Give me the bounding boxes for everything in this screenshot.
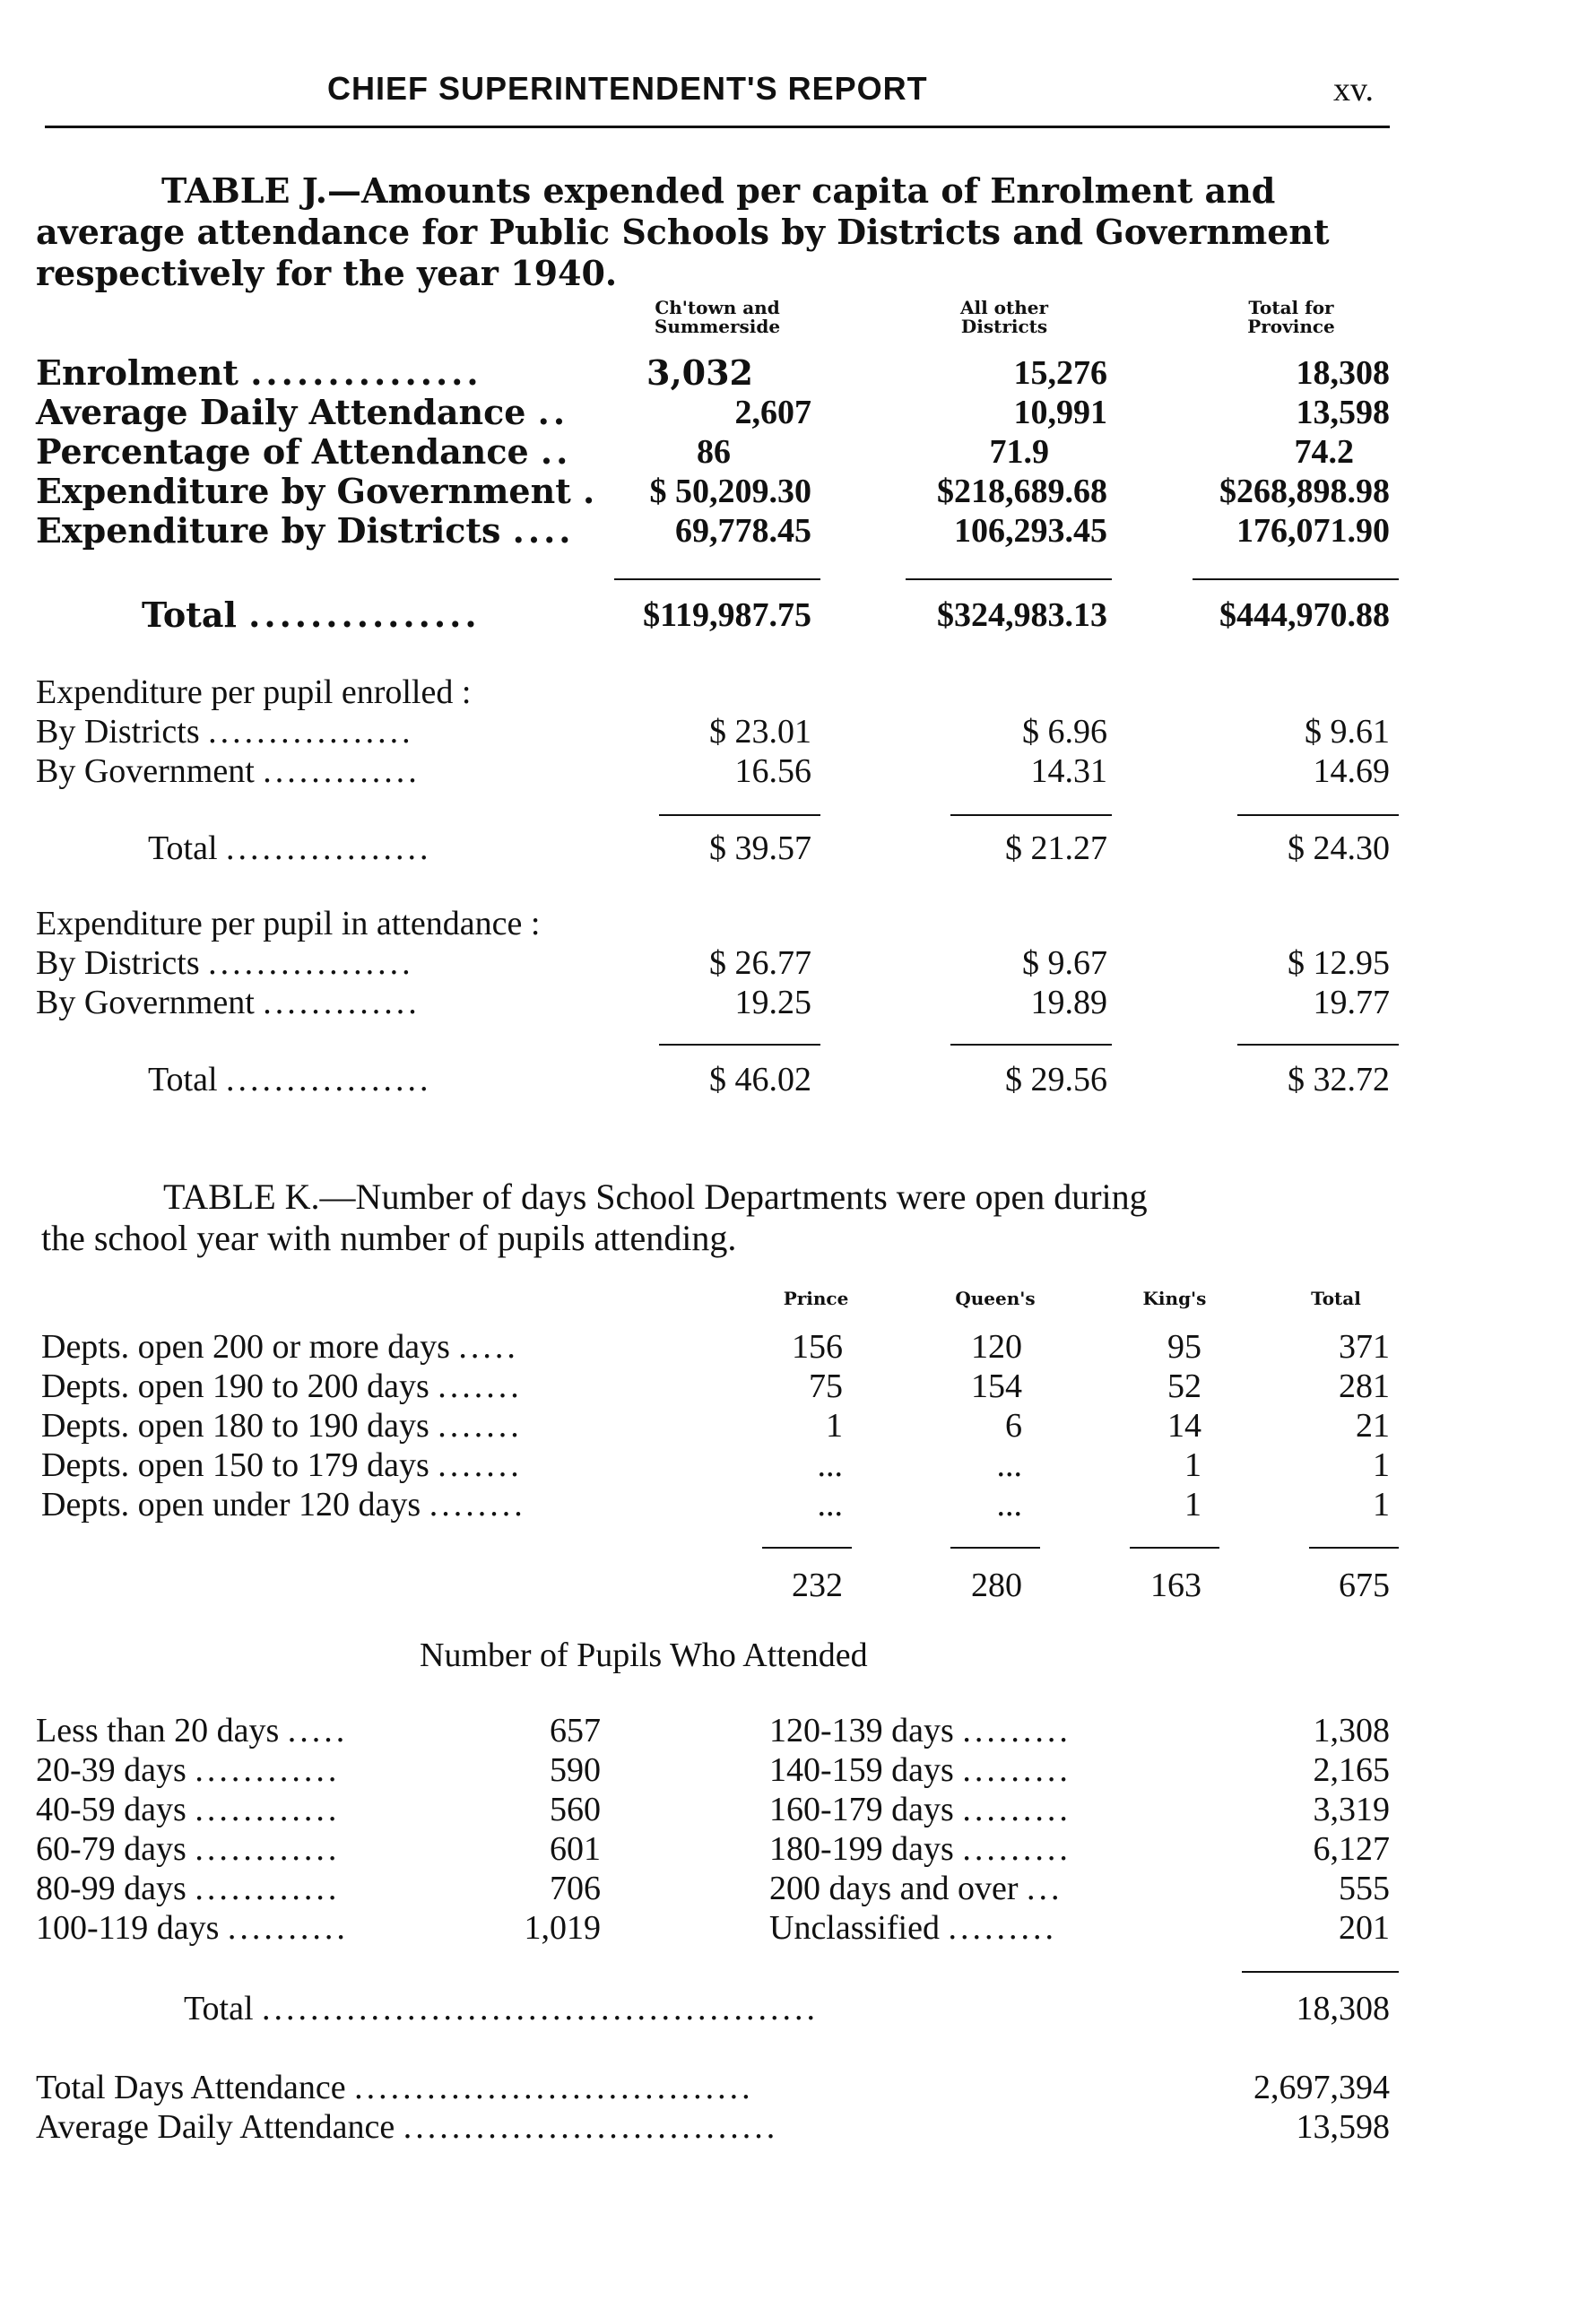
sum-rule <box>1130 1547 1219 1549</box>
table-j-col-header-2: All other Districts <box>959 297 1049 337</box>
sum-rule <box>950 1547 1040 1549</box>
per-pupil-attendance-heading: Expenditure per pupil in attendance : <box>36 905 541 942</box>
table-j-caption-line-3: respectively for the year 1940. <box>36 253 618 293</box>
sum-rule <box>1193 578 1399 580</box>
sum-rule <box>1309 1547 1399 1549</box>
table-k-col-header-4: Total <box>1311 1288 1361 1309</box>
sum-rule <box>1237 814 1399 816</box>
per-pupil-enrolled-heading: Expenditure per pupil enrolled : <box>36 673 472 711</box>
sum-rule <box>659 1044 820 1046</box>
table-j-col-header-1: Ch'town and Summerside <box>654 297 781 337</box>
sum-rule <box>950 1044 1112 1046</box>
table-k-caption-line-2: the school year with number of pupils attending. <box>41 1218 737 1258</box>
page-number: xv. <box>1333 71 1375 109</box>
sum-rule <box>614 578 820 580</box>
sum-rule <box>1237 1044 1399 1046</box>
table-k-caption-line-1: TABLE K.—Number of days School Departments were open during <box>163 1176 1148 1217</box>
table-j-col-header-3: Total for Province <box>1247 297 1335 337</box>
header-rule <box>45 126 1390 128</box>
running-header: CHIEF SUPERINTENDENT'S REPORT <box>327 70 928 107</box>
sum-rule <box>659 814 820 816</box>
table-k-col-header-1: Prince <box>783 1288 849 1309</box>
sum-rule <box>950 814 1112 816</box>
table-k-col-header-2: Queen's <box>955 1288 1036 1309</box>
sum-rule <box>1242 1971 1399 1973</box>
sum-rule <box>906 578 1112 580</box>
table-j-caption-line-2: average attendance for Public Schools by Districts and Government <box>36 212 1330 252</box>
table-j-caption-line-1: TABLE J.—Amounts expended per capita of Enrolment and <box>161 170 1276 211</box>
sum-rule <box>762 1547 852 1549</box>
table-k-col-header-3: King's <box>1142 1288 1207 1309</box>
pupils-heading: Number of Pupils Who Attended <box>420 1636 868 1674</box>
